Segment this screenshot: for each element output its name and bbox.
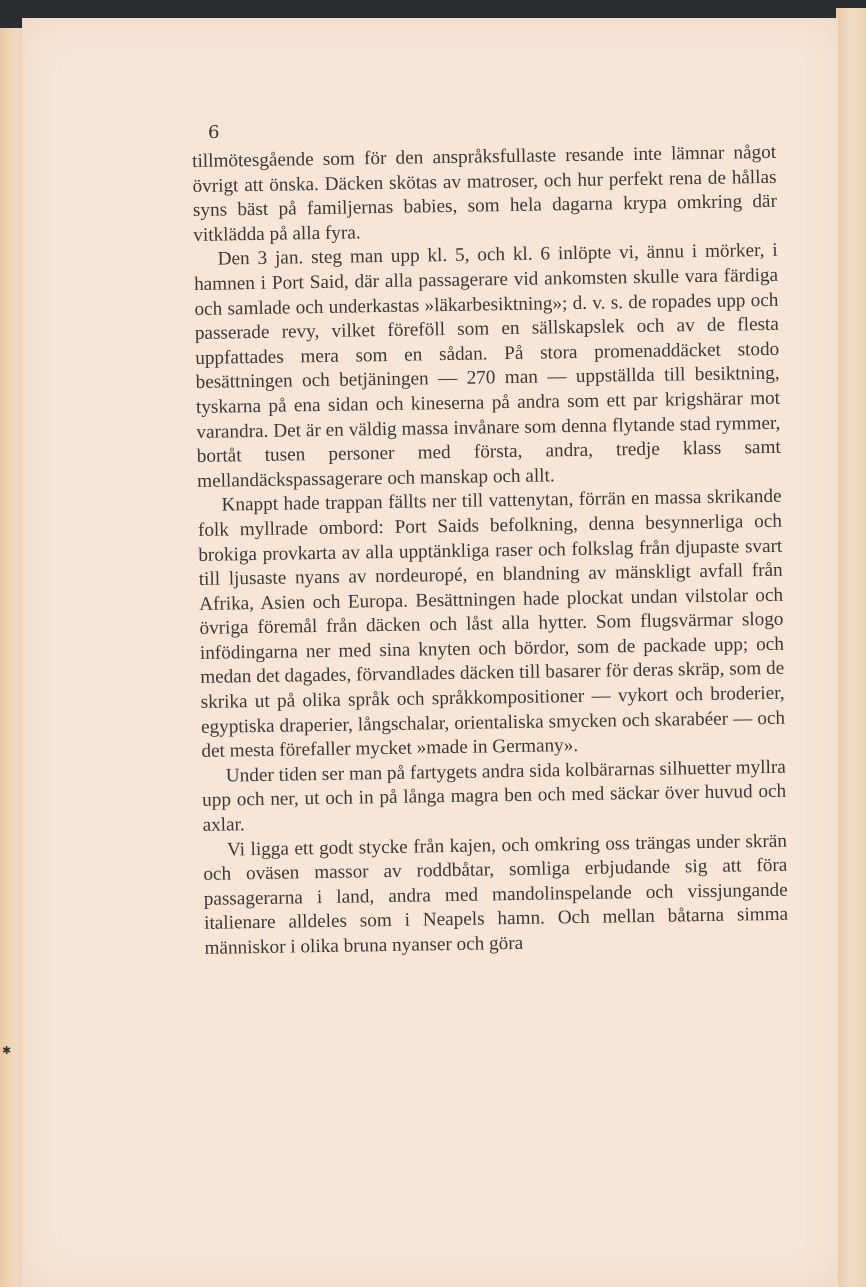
right-page-edge [836, 8, 866, 1287]
paragraph: tillmötesgående som för den anspråksfullaste resande inte lämnar något övrigt att önska. Däcken skötas av matroser, och hur perfekt rena de hållas syns bäst på familjernas babies, som hela dagarna krypa omkring där vitklädda på alla fyra. [192, 141, 778, 246]
page-number: 6 [208, 122, 220, 143]
ink-speck-icon: ✱ [2, 1044, 12, 1057]
paragraph: Vi ligga ett godt stycke från kajen, och omkring oss trängas under skrän och oväsen massor av roddbåtar, somliga erbjudande sig att föra passagerarna i land, andra med mandolinspelande och vissjungande italienare alldeles som i Neapels hamn. Och mellan båtarna simma människor i olika bruna nyanser och göra [203, 830, 789, 959]
paragraph: Under tiden ser man på fartygets andra sida kolbärarnas silhuetter myllra upp och ner, ut och in på långa magra ben och med säckar över huvud och axlar. [202, 756, 787, 836]
body-text [192, 141, 789, 962]
paragraph: Den 3 jan. steg man upp kl. 5, och kl. 6 inlöpte vi, ännu i mörker, i hamnen i Port Said, där alla passagerare vid ankomsten skulle vara färdiga och samlade och underkastas »läkarbesiktning»; d. v. s. de ropades upp och passerade revy, vilket föreföll som en sällskapslek och av de flesta uppfattades mera som en sådan. På stora promenaddäcket stodo besättningen och betjäningen — 270 man — uppställda till besiktning, tyskarna på ena sidan och kineserna på andra som ett par krigshärar mot varandra. Det är en väldig massa invånare som denna flytande stad rymmer, bortåt tusen personer med första, andra, tredje klass samt mellandäckspassagerare och manskap och allt. [193, 240, 781, 492]
paragraph: Knappt hade trappan fällts ner till vattenytan, förrän en massa skrikande folk myllrade ombord: Port Saids befolkning, denna besynnerliga och brokiga provkarta av alla upptänkliga raser och folkslag från djupaste svart till ljusaste nyans av nordeuropé, en blandning av mänskligt avfall från Afrika, Asien och Europa. Besättningen hade plockat undan vilstolar och övriga föremål från däcken och låst alla hytter. Som flugsvärmar slogo infödingarna ner med sina knyten och bördor, som de packade upp; och medan det dagades, förvandlades däcken till basarer för deras skräp, som de skrika ut på olika språk och språkkompositioner — vykort och broderier, egyptiska draperier, långschalar, orientaliska smycken och skarabéer — och det mesta förefaller mycket »made in Germany». [197, 486, 786, 763]
